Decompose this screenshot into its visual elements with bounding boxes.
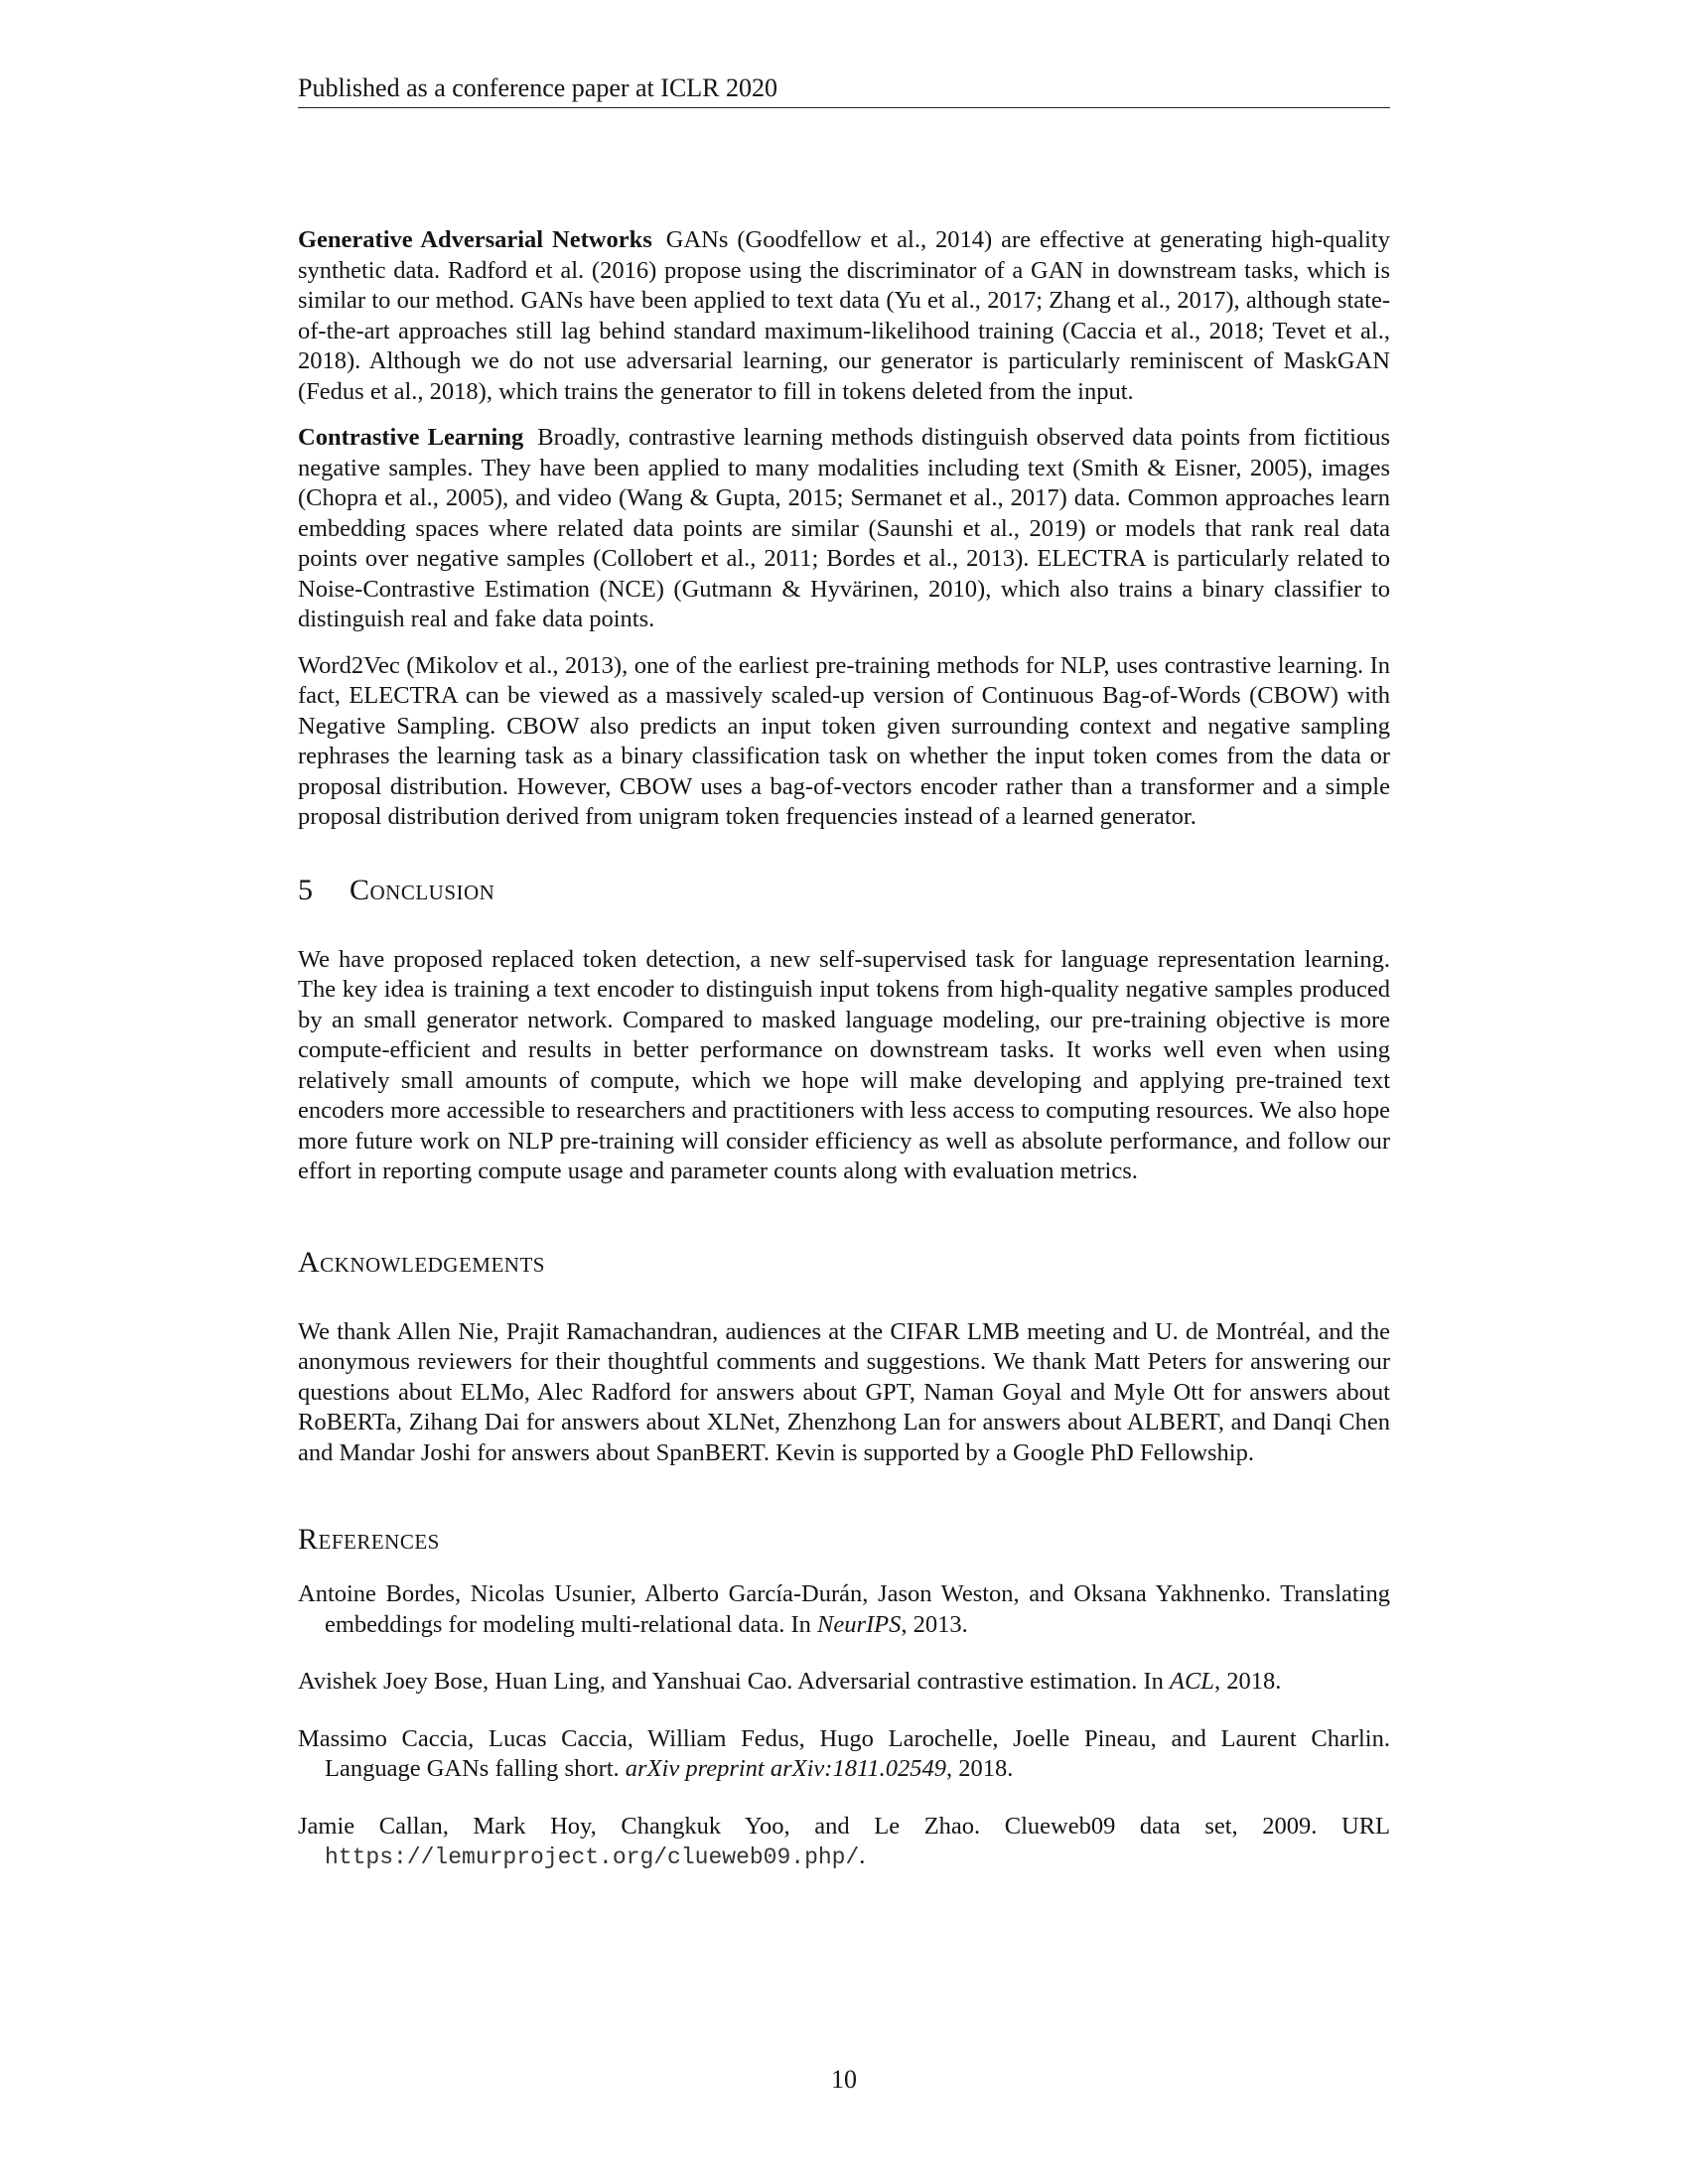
reference-text: , 2018. [1213, 1668, 1282, 1695]
reference-item [298, 1812, 1390, 1873]
paragraph-heading-gan: Generative Adversarial Networks [298, 226, 652, 253]
reference-text: Avishek Joey Bose, Huan Ling, and Yanshuai Cao. Adversarial contrastive estimation. In [298, 1668, 1170, 1695]
reference-text: , 2018. [946, 1755, 1014, 1782]
reference-item [298, 1667, 1390, 1698]
section-title: Conclusion [350, 873, 495, 906]
paragraph-text-contrastive: Broadly, contrastive learning methods distinguish observed data points from fictitious negative samples. They have been applied to many modalities including text (Smith & Eisner, 2005), images (Chopra et al., 2005), and video (Wang & Gupta, 2015; Sermanet et al., 2017) data. Common approaches learn embedding spaces where related data points are similar (Saunshi et al., 2019) or models that rank real data points over negative samples (Collobert et al., 2011; Bordes et al., 2013). ELECTRA is particularly related to Noise-Contrastive Estimation (NCE) (Gutmann & Hyvärinen, 2010), which also trains a binary classifier to distinguish real and fake data points. [298, 424, 1390, 632]
page-body [298, 225, 1390, 1900]
paragraph-heading-contrastive: Contrastive Learning [298, 424, 524, 451]
paragraph-gan [298, 225, 1390, 407]
paragraph-word2vec: Word2Vec (Mikolov et al., 2013), one of the earliest pre-training methods for NLP, uses contrastive learning. In fact, ELECTRA can be viewed as a massively scaled-up version of Continuous Bag-of-Words (CBOW) with Negative Sampling. CBOW also predicts an input token given surrounding context and negative sampling rephrases the learning task as a binary classification task on whether the input token comes from the data or proposal distribution. However, CBOW uses a bag-of-vectors encoder rather than a transformer and a simple proposal distribution derived from unigram token frequencies instead of a learned generator. [298, 651, 1390, 830]
reference-url-link[interactable]: https://lemurproject.org/clueweb09.php/ [325, 1844, 860, 1870]
reference-item [298, 1579, 1390, 1640]
section-title: Acknowledgements [298, 1245, 545, 1279]
paragraph-acknowledgements: We thank Allen Nie, Prajit Ramachandran, audiences at the CIFAR LMB meeting and U. de Montréal, and the anonymous reviewers for their thoughtful comments and suggestions. We thank Matt Peters for answering our questions about ELMo, Alec Radford for answers about GPT, Naman Goyal and Myle Ott for answers about RoBERTa, Zihang Dai for answers about XLNet, Zhenzhong Lan for answers about ALBERT, and Danqi Chen and Mandar Joshi for answers about SpanBERT. Kevin is supported by a Google PhD Fellowship. [298, 1317, 1390, 1466]
paragraph-contrastive [298, 423, 1390, 635]
paragraph-text-gan: GANs (Goodfellow et al., 2014) are effective at generating high-quality synthetic data. Radford et al. (2016) propose using the discriminator of a GAN in downstream tasks, which is similar to our method. GANs have been applied to text data (Yu et al., 2017; Zhang et al., 2017), although state-of-the-art approaches still lag behind standard maximum-likelihood training (Caccia et al., 2018; Tevet et al., 2018). Although we do not use adversarial learning, our generator is particularly reminiscent of MaskGAN (Fedus et al., 2018), which trains the generator to fill in tokens deleted from the input. [298, 226, 1390, 405]
page-number: 10 [831, 2065, 857, 2094]
section-title: References [298, 1523, 440, 1556]
reference-venue: NeurIPS [817, 1610, 902, 1638]
section-heading-acknowledgements [298, 1245, 1390, 1281]
section-heading-references [298, 1522, 1390, 1558]
section-number: 5 [298, 873, 313, 906]
reference-venue: arXiv preprint arXiv:1811.02549 [625, 1755, 947, 1782]
reference-text: Jamie Callan, Mark Hoy, Changkuk Yoo, and Le Zhao. Clueweb09 data set, 2009. URL [298, 1812, 1390, 1840]
section-heading-conclusion [298, 873, 1390, 908]
reference-text: . [859, 1843, 866, 1869]
reference-item [298, 1724, 1390, 1785]
running-header: Published as a conference paper at ICLR 2020 [298, 71, 1390, 108]
reference-text: Massimo Caccia, Lucas Caccia, William Fedus, Hugo Larochelle, Joelle Pineau, and Laurent Charlin. Language GANs falling short. [298, 1724, 1390, 1782]
reference-text: , 2013. [901, 1610, 968, 1638]
reference-venue: ACL [1170, 1668, 1214, 1695]
reference-list [298, 1579, 1390, 1873]
reference-text: Antoine Bordes, Nicolas Usunier, Alberto García-Durán, Jason Weston, and Oksana Yakhnenko. Translating embeddings for modeling multi-relational data. In [298, 1580, 1390, 1638]
paragraph-conclusion: We have proposed replaced token detection, a new self-supervised task for language representation learning. The key idea is training a text encoder to distinguish input tokens from high-quality negative samples produced by an small generator network. Compared to masked language modeling, our pre-training objective is more compute-efficient and results in better performance on downstream tasks. It works well even when using relatively small amounts of compute, which we hope will make developing and applying pre-trained text encoders more accessible to researchers and practitioners with less access to computing resources. We also hope more future work on NLP pre-training will consider efficiency as well as absolute performance, and follow our effort in reporting compute usage and parameter counts along with evaluation metrics. [298, 945, 1390, 1184]
